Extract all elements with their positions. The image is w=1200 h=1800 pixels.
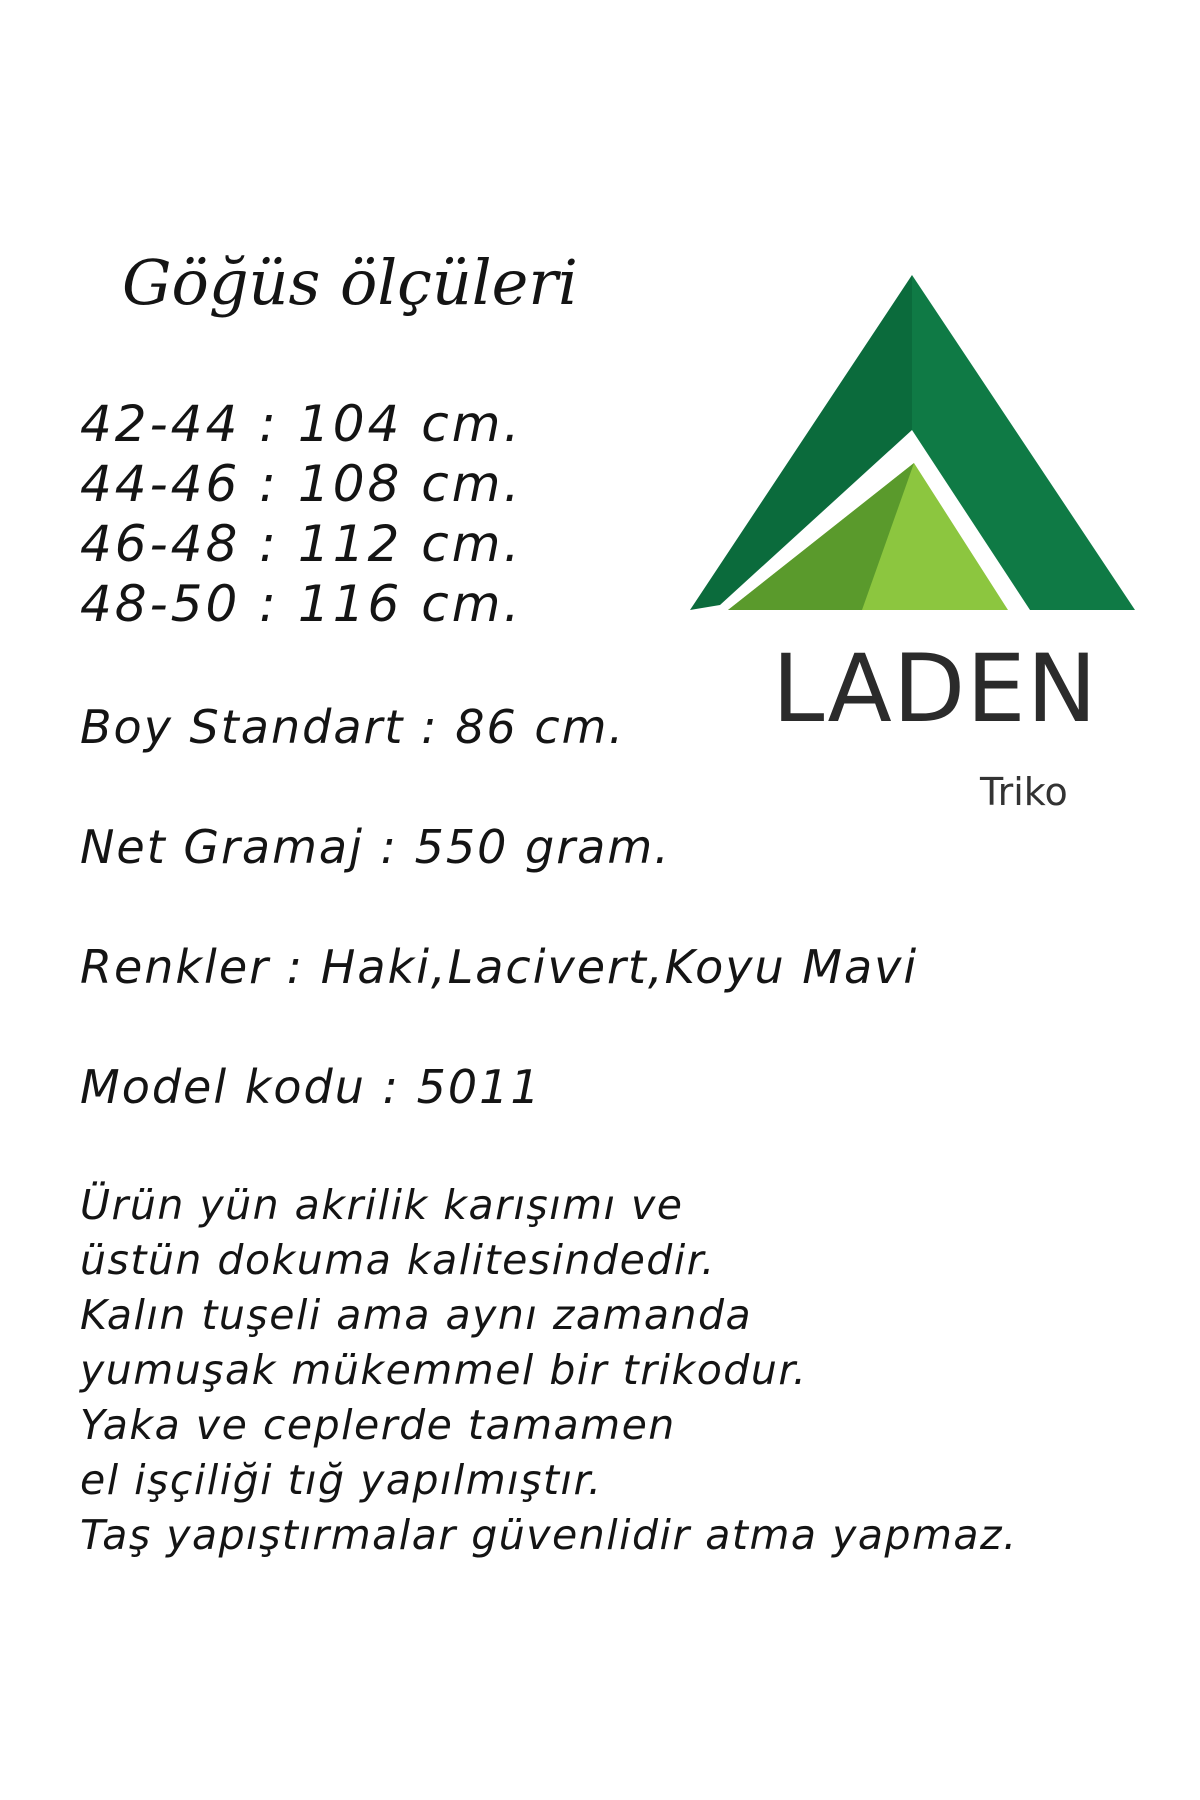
size-row: 48-50 : 116 cm.	[80, 575, 523, 633]
colors-spec: Renkler : Haki,Lacivert,Koyu Mavi	[80, 940, 919, 994]
weight-spec: Net Gramaj : 550 gram.	[80, 820, 671, 874]
description-line: yumuşak mükemmel bir trikodur.	[80, 1346, 808, 1394]
description-line: el işçiliği tığ yapılmıştır.	[80, 1456, 603, 1504]
description-line: üstün dokuma kalitesindedir.	[80, 1236, 716, 1284]
product-description	[80, 1178, 1018, 1563]
size-row: 46-48 : 112 cm.	[80, 515, 523, 573]
size-list	[80, 394, 522, 634]
description-line: Ürün yün akrilik karışımı ve	[80, 1181, 684, 1229]
size-row: 44-46 : 108 cm.	[80, 455, 523, 513]
chest-measurements-heading: Göğüs ölçüleri	[122, 246, 578, 319]
model-code-spec: Model kodu : 5011	[80, 1060, 542, 1114]
length-spec: Boy Standart : 86 cm.	[80, 700, 626, 754]
description-line: Yaka ve ceplerde tamamen	[80, 1401, 676, 1449]
size-row: 42-44 : 104 cm.	[80, 395, 523, 453]
description-line: Taş yapıştırmalar güvenlidir atma yapmaz.	[80, 1511, 1018, 1559]
description-line: Kalın tuşeli ama aynı zamanda	[80, 1291, 753, 1339]
brand-subtitle: Triko	[980, 770, 1068, 814]
brand-name: LADEN	[772, 635, 1098, 744]
